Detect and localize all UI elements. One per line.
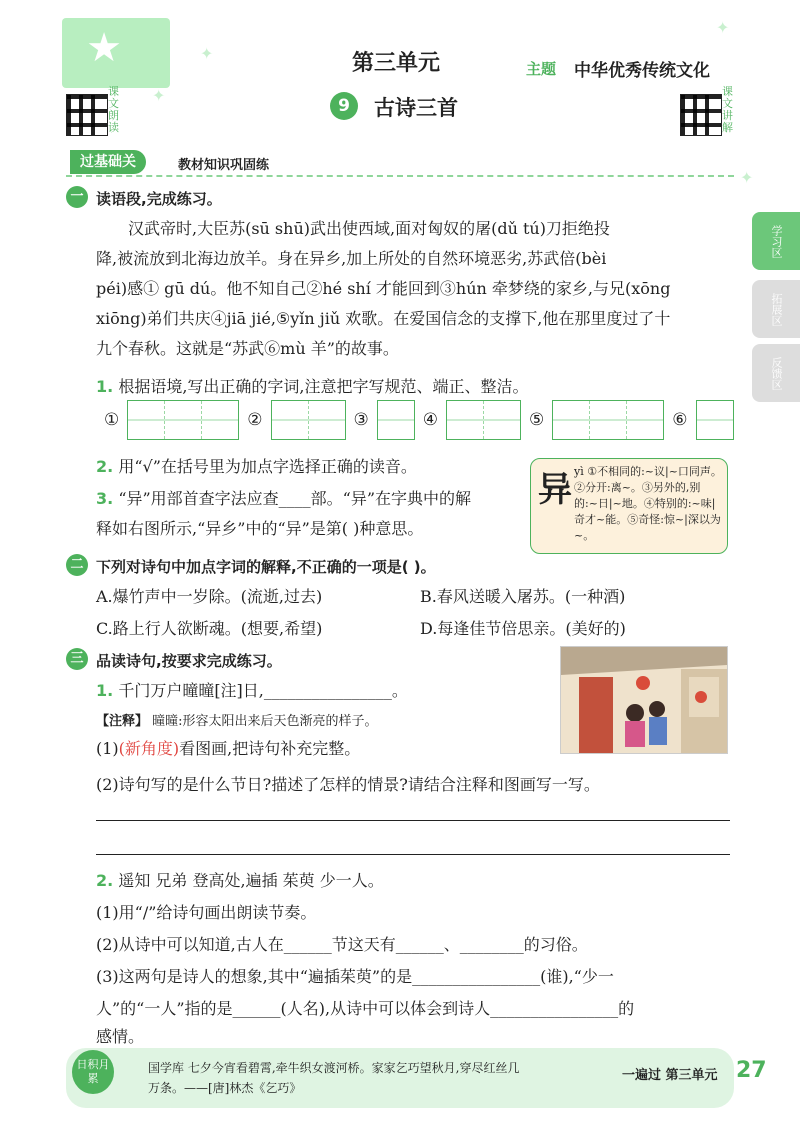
note-text: 曈曈:形容太阳出来后天色渐亮的样子。 [152, 714, 378, 729]
note-label: 【注释】 [96, 714, 149, 729]
writing-grid[interactable] [271, 400, 346, 440]
footer-text-line: 万条。——[唐]林杰《乞巧》 [148, 1081, 302, 1095]
star-decoration-icon: ✦ [716, 18, 730, 37]
sub-question-prefix: (1) [96, 739, 119, 758]
lesson-number: 9 [330, 92, 358, 120]
sub-question-number: 1. [96, 681, 114, 700]
grid-label: ③ [353, 410, 369, 430]
sub-question-number: 2. [96, 871, 114, 890]
tab-extend[interactable]: 拓展区 [752, 280, 800, 338]
question-title: 品读诗句,按要求完成练习。 [96, 652, 282, 670]
question-title: 下列对诗句中加点字词的解释,不正确的一项是( )。 [96, 558, 436, 576]
grid-label: ② [247, 410, 263, 430]
passage-line: 九个春秋。这就是“苏武⑥mù 羊”的故事。 [96, 339, 399, 358]
option-b[interactable]: B.春风送暖入屠苏。(一种酒) [420, 587, 626, 606]
footer-unit: 一遍过 第三单元 [622, 1068, 718, 1083]
theme-label: 主题 [526, 60, 557, 78]
sub-question-text: 用“√”在括号里为加点字选择正确的读音。 [118, 457, 417, 476]
star-decoration-icon: ✦ [152, 86, 166, 105]
sub-question[interactable]: (3)这两句是诗人的想象,其中“遍插茱萸”的是________________(谁),“少一 [96, 967, 614, 986]
passage-line: péi)感① gū dú。他不知自己②hé shí 才能回到③hún 牵梦绕的家乡,与兄(xōng [96, 279, 671, 298]
writing-grid[interactable] [552, 400, 664, 440]
grid-label: ④ [422, 410, 438, 430]
section-subtitle: 教材知识巩固练 [178, 158, 270, 173]
festival-scene-icon [561, 647, 727, 753]
qr-right-label: 课文讲解 [722, 85, 733, 134]
star-decoration-icon: ✦ [740, 168, 754, 187]
question-number: 三 [66, 648, 88, 670]
dictionary-text: yì ①不相同的:~议|~口同声。②分开:离~。③另外的,别的:~日|~地。④特别的:~味|奇才~能。⑤奇怪:惊~|深以为~。 [574, 465, 722, 542]
passage-line: xiōng)弟们共庆④jiā jié,⑤yǐn jiǔ 欢歌。在爱国信念的支撑下,他在那里度过了十 [96, 309, 671, 328]
footer-text [148, 1058, 608, 1098]
sub-question-text: 释如右图所示,“异乡”中的“异”是第( )种意思。 [96, 519, 424, 538]
question-title: 读语段,完成练习。 [96, 190, 222, 208]
sub-question-text: “异”用部首查字法应查____部。“异”在字典中的解 [118, 489, 472, 508]
note [96, 710, 378, 729]
section-tag: 过基础关 [70, 150, 146, 174]
writing-grid[interactable] [446, 400, 521, 440]
sub-question-number: 1. [96, 377, 114, 396]
writing-grid[interactable] [377, 400, 415, 440]
tab-study[interactable]: 学习区 [752, 212, 800, 270]
unit-title: 第三单元 [352, 51, 441, 76]
sub-question [96, 484, 526, 544]
option-c[interactable]: C.路上行人欲断魂。(想要,希望) [96, 619, 323, 638]
grid-label: ⑥ [672, 410, 688, 430]
answer-line[interactable] [96, 820, 730, 821]
passage-line: 汉武帝时,大臣苏(sū shū)武出使西域,面对匈奴的屠(dǔ tú)刀拒绝投 [128, 219, 610, 238]
answer-line[interactable] [96, 854, 730, 855]
sub-question [96, 734, 360, 764]
sub-question[interactable]: (1)用“/”给诗句画出朗读节奏。 [96, 903, 317, 922]
section-divider [66, 153, 734, 177]
passage [96, 214, 736, 364]
writing-grid[interactable] [127, 400, 239, 440]
sub-question[interactable]: (2)从诗中可以知道,古人在______节这天有______、________的习俗。 [96, 935, 588, 954]
dictionary-char: 异 [538, 470, 572, 510]
sub-question [96, 452, 417, 482]
qr-code-left[interactable] [66, 94, 108, 136]
sub-question [96, 372, 529, 402]
grid-label: ⑤ [529, 410, 545, 430]
footer-tag: 日积月累 [72, 1050, 114, 1094]
sub-question [96, 676, 408, 706]
sub-question-text: 根据语境,写出正确的字词,注意把字写规范、端正、整洁。 [118, 377, 529, 396]
sub-question: (2)诗句写的是什么节日?描述了怎样的情景?请结合注释和图画写一写。 [96, 775, 600, 794]
new-angle-tag: (新角度) [118, 739, 180, 758]
star-mascot-icon: ★ [86, 25, 122, 71]
passage-line: 降,被流放到北海边放羊。身在异乡,加上所处的自然环境恶劣,苏武倍(bèi [96, 249, 607, 268]
grid-label: ① [104, 410, 120, 430]
footer-text-line: 国学库 七夕今宵看碧霄,牵牛织女渡河桥。家家乞巧望秋月,穿尽红丝几 [148, 1061, 520, 1075]
sub-question-text: 看图画,把诗句补充完整。 [179, 739, 361, 758]
question-number: 二 [66, 554, 88, 576]
lesson-title: 古诗三首 [374, 96, 458, 120]
star-decoration-icon: ✦ [200, 44, 214, 63]
sub-question[interactable]: 人”的“一人”指的是______(人名),从诗中可以体会到诗人________________的 [96, 999, 635, 1018]
option-d[interactable]: D.每逢佳节倍思亲。(美好的) [420, 619, 626, 638]
poem-line: 遥知 兄弟 登高处,遍插 茱萸 少一人。 [118, 871, 384, 890]
festival-illustration [560, 646, 728, 754]
poem-line[interactable]: 千门万户曈曈[注]日,________________。 [118, 681, 408, 700]
sub-question [96, 866, 384, 896]
sub-question: 感情。 [96, 1027, 145, 1046]
sub-question-number: 3. [96, 489, 114, 508]
writing-grid[interactable] [696, 400, 734, 440]
writing-grids [104, 400, 734, 440]
page-number: 27 [736, 1058, 767, 1083]
sub-question-number: 2. [96, 457, 114, 476]
tab-feedback[interactable]: 反馈区 [752, 344, 800, 402]
theme-text: 中华优秀传统文化 [574, 61, 710, 81]
option-a[interactable]: A.爆竹声中一岁除。(流逝,过去) [96, 587, 323, 606]
qr-left-label: 课文朗读 [108, 85, 119, 134]
qr-code-right[interactable] [680, 94, 722, 136]
question-number: 一 [66, 186, 88, 208]
